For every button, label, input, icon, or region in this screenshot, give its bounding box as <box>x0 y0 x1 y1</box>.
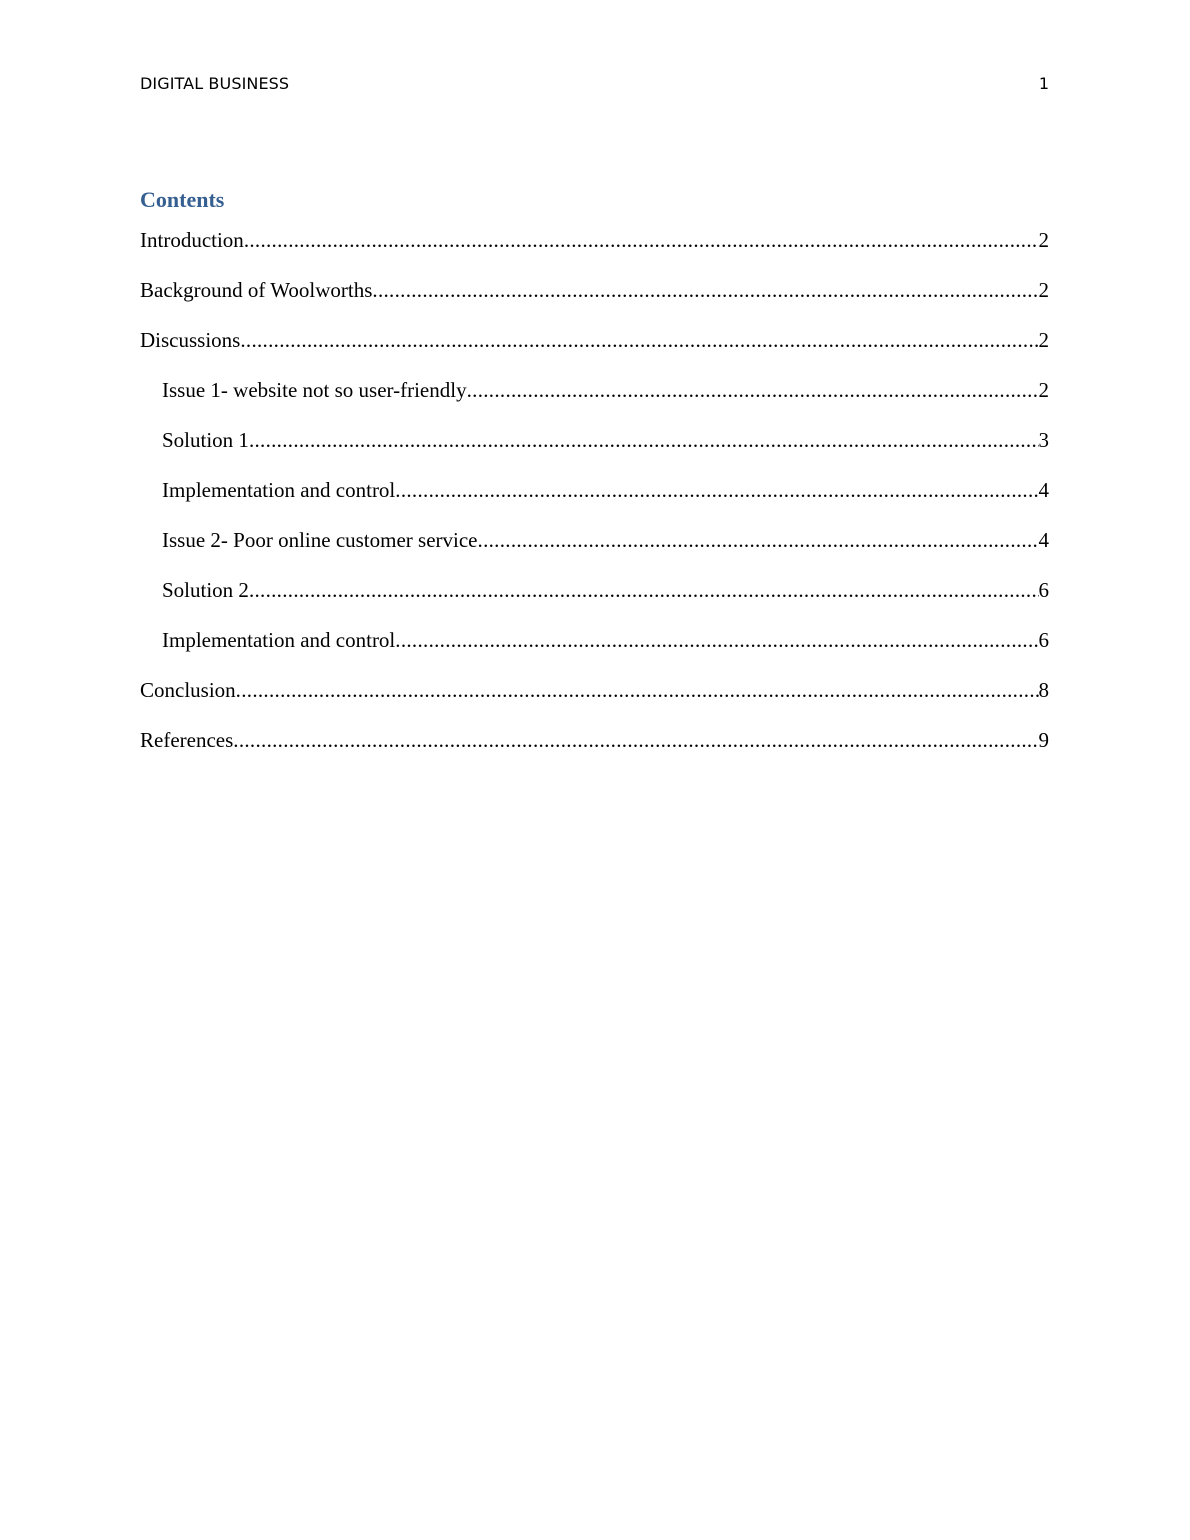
toc-entry[interactable] <box>140 575 1049 625</box>
running-head-title: DIGITAL BUSINESS <box>140 74 290 93</box>
toc-entry[interactable] <box>140 725 1049 775</box>
toc-dot-leader <box>395 625 1038 655</box>
toc-dot-leader <box>249 575 1039 605</box>
toc-entry-label: Background of Woolworths <box>140 278 373 302</box>
toc-dot-leader <box>395 475 1038 505</box>
toc-dot-leader <box>240 325 1038 355</box>
toc-dot-leader <box>467 375 1039 405</box>
toc-entry-label: Issue 1- website not so user-friendly <box>162 378 467 402</box>
table-of-contents <box>140 185 1049 775</box>
toc-entry-label: Implementation and control <box>162 628 396 652</box>
page-header <box>140 72 1049 96</box>
page-number: 1 <box>1038 74 1049 93</box>
toc-entry[interactable] <box>140 675 1049 725</box>
toc-entry[interactable] <box>140 425 1049 475</box>
toc-dot-leader <box>236 675 1039 705</box>
toc-entry-label: Solution 2 <box>162 578 249 602</box>
toc-entry[interactable] <box>140 275 1049 325</box>
toc-entry-label: Conclusion <box>140 678 236 702</box>
toc-entry[interactable] <box>140 625 1049 675</box>
toc-entry-page: 2 <box>1038 228 1049 252</box>
toc-entry-label: References <box>140 728 234 752</box>
toc-entry[interactable] <box>140 375 1049 425</box>
toc-entry-label: Issue 2- Poor online customer service <box>162 528 478 552</box>
toc-entry-page: 2 <box>1038 378 1049 402</box>
toc-entry-page: 4 <box>1038 478 1049 502</box>
toc-entry[interactable] <box>140 475 1049 525</box>
toc-entry-page: 6 <box>1038 578 1049 602</box>
toc-dot-leader <box>244 225 1039 255</box>
toc-heading: Contents <box>140 187 225 212</box>
toc-entry-page: 2 <box>1038 278 1049 302</box>
toc-dot-leader <box>233 725 1038 755</box>
toc-entry-label: Solution 1 <box>162 428 249 452</box>
toc-entry-page: 8 <box>1038 678 1049 702</box>
toc-entry-label: Implementation and control <box>162 478 396 502</box>
toc-entry-page: 4 <box>1038 528 1049 552</box>
toc-entry[interactable] <box>140 225 1049 275</box>
toc-dot-leader <box>478 525 1039 555</box>
toc-entry-label: Discussions <box>140 328 241 352</box>
toc-entry[interactable] <box>140 325 1049 375</box>
toc-list <box>140 225 1049 775</box>
toc-entry-page: 2 <box>1038 328 1049 352</box>
toc-dot-leader <box>372 275 1038 305</box>
toc-entry-label: Introduction <box>140 228 244 252</box>
toc-entry[interactable] <box>140 525 1049 575</box>
toc-entry-page: 3 <box>1038 428 1049 452</box>
toc-dot-leader <box>249 425 1039 455</box>
toc-entry-page: 6 <box>1038 628 1049 652</box>
toc-entry-page: 9 <box>1038 728 1049 752</box>
